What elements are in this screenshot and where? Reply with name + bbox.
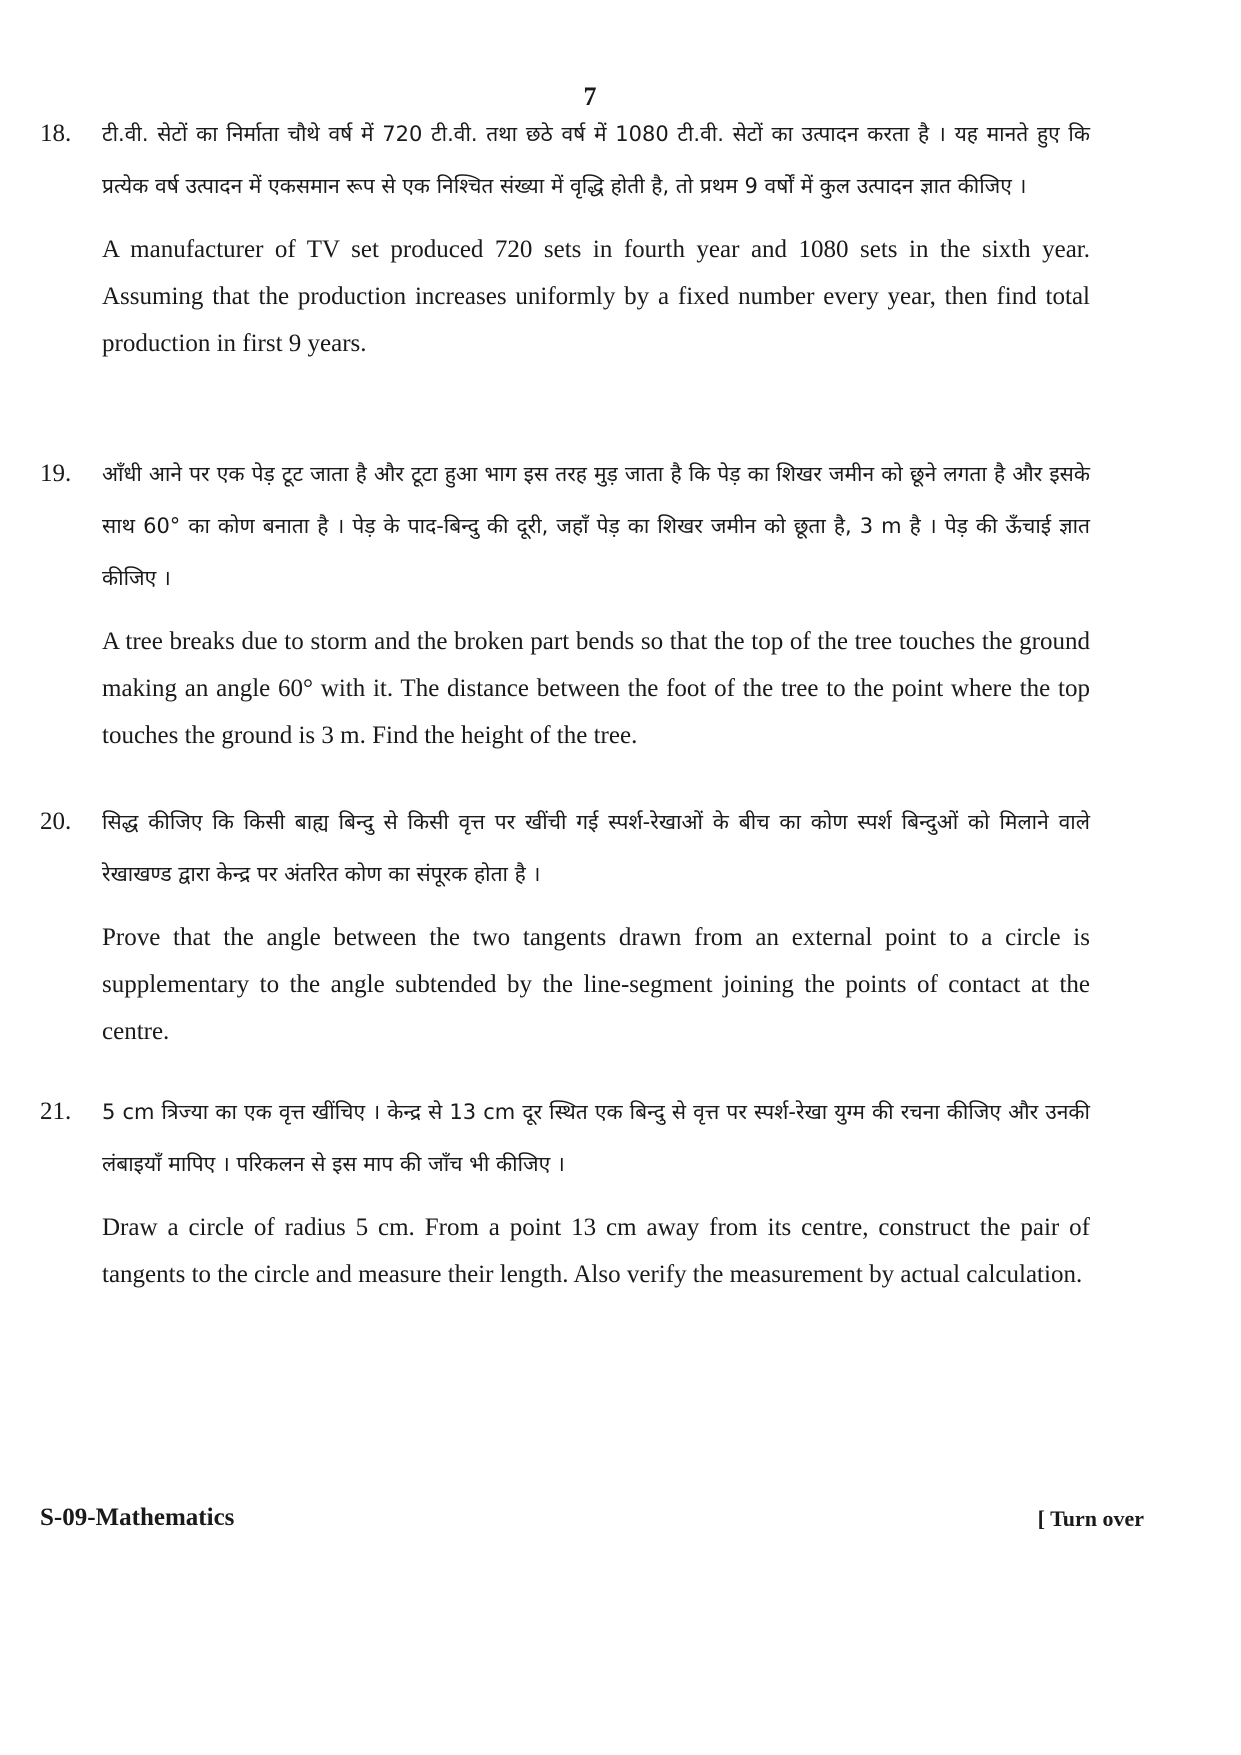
question-number: 20. [40, 808, 72, 835]
question-number: 21. [40, 1098, 72, 1125]
question-18 [40, 108, 1090, 367]
question-body [102, 796, 1090, 1055]
question-21 [40, 1086, 1090, 1298]
turn-over-note: [ Turn over [1037, 1506, 1144, 1531]
question-text-english: Draw a circle of radius 5 cm. From a point 13 cm away from its centre, construct the pair of tangents to the circle and measure their length. Also verify the measurement by actual calculation. [102, 1214, 1090, 1288]
question-text-english: Prove that the angle between the two tangents drawn from an external point to a circle is supplementary to the angle subtended by the line-segment joining the points of contact at the centre. [102, 924, 1090, 1045]
question-text-hindi: आँधी आने पर एक पेड़ टूट जाता है और टूटा हुआ भाग इस तरह मुड़ जाता है कि पेड़ का शिखर जमीन को छूने लगता है और इसके साथ 60° का कोण बनाता है । पेड़ के पाद-बिन्दु की दूरी, जहाँ पेड़ का शिखर जमीन को छूता है, 3 m है । पेड़ की ऊँचाई ज्ञात कीजिए । [102, 462, 1090, 590]
question-20 [40, 796, 1090, 1055]
question-body [102, 1086, 1090, 1298]
page-number: 7 [583, 82, 597, 111]
question-text-english: A manufacturer of TV set produced 720 sets in fourth year and 1080 sets in the sixth year. Assuming that the production increases uniformly by a fixed number every year, then find total production in first 9 years. [102, 236, 1090, 357]
subject-code: S-09-Mathematics [40, 1504, 235, 1531]
question-body [102, 448, 1090, 759]
question-number: 18. [40, 120, 72, 147]
question-text-hindi: टी.वी. सेटों का निर्माता चौथे वर्ष में 720 टी.वी. तथा छठे वर्ष में 1080 टी.वी. सेटों का उत्पादन करता है । यह मानते हुए कि प्रत्येक वर्ष उत्पादन में एकसमान रूप से एक निश्चित संख्या में वृद्धि होती है, तो प्रथम 9 वर्षों में कुल उत्पादन ज्ञात कीजिए । [102, 122, 1090, 198]
question-number: 19. [40, 460, 72, 487]
question-19 [40, 448, 1090, 759]
question-text-hindi: 5 cm त्रिज्या का एक वृत्त खींचिए । केन्द्र से 13 cm दूर स्थित एक बिन्दु से वृत्त पर स्पर्श-रेखा युग्म की रचना कीजिए और उनकी लंबाइयाँ मापिए । परिकलन से इस माप की जाँच भी कीजिए । [102, 1100, 1090, 1176]
question-text-hindi: सिद्ध कीजिए कि किसी बाह्य बिन्दु से किसी वृत्त पर खींची गई स्पर्श-रेखाओं के बीच का कोण स्पर्श बिन्दुओं को मिलाने वाले रेखाखण्ड द्वारा केन्द्र पर अंतरित कोण का संपूरक होता है । [102, 810, 1090, 886]
question-body [102, 108, 1090, 367]
question-text-english: A tree breaks due to storm and the broken part bends so that the top of the tree touches the ground making an angle 60° with it. The distance between the foot of the tree to the point where the top touches the ground is 3 m. Find the height of the tree. [102, 628, 1090, 749]
